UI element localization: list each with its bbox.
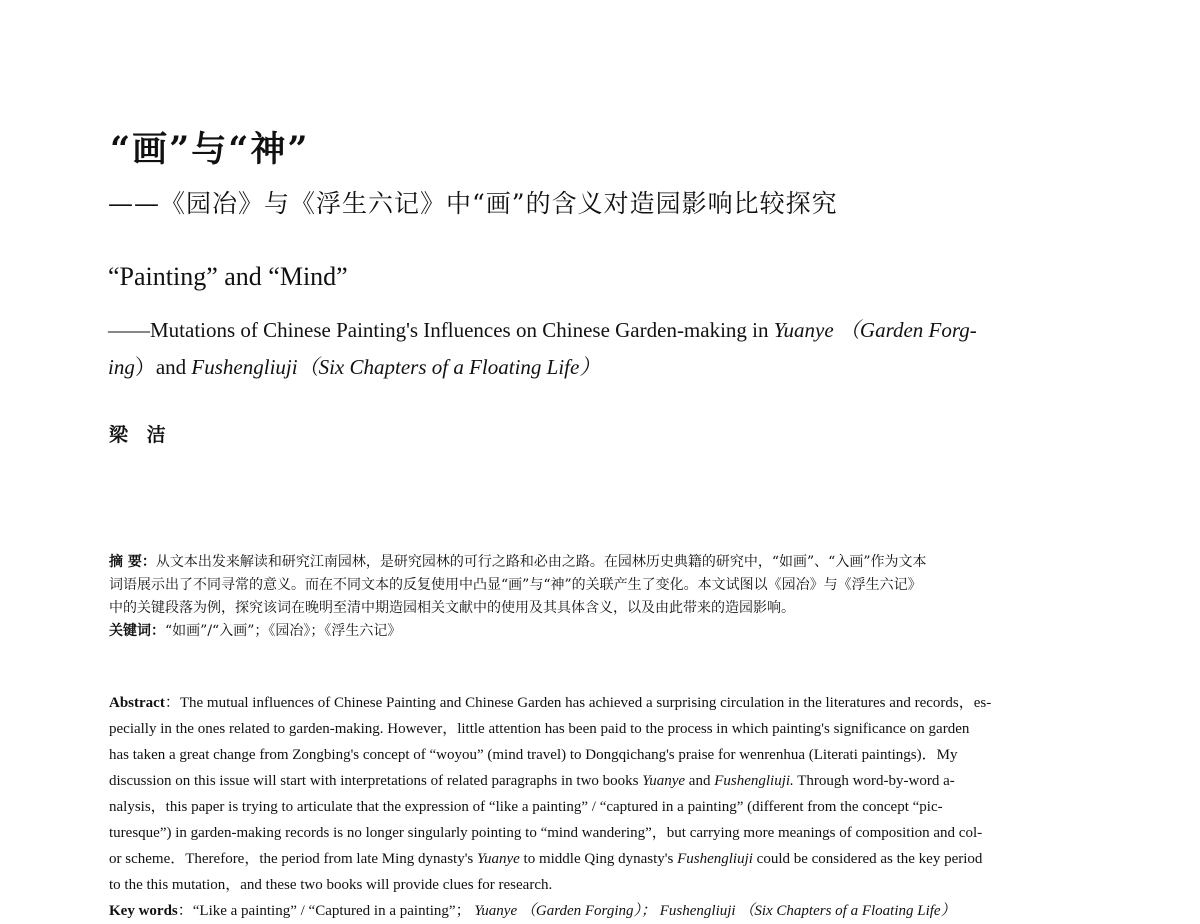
chinese-title: “画”与“神” (110, 129, 310, 170)
english-title: “Painting” and “Mind” (108, 262, 348, 291)
english-abstract-line: pecially in the ones related to garden-making. However，little attention has been paid to the process in which painting's significance on garden (109, 721, 970, 737)
english-abstract-line: turesque”) in garden-making records is no longer singularly pointing to “mind wandering”，but carrying more meanings of composition and col- (109, 825, 983, 841)
english-abstract-text: or scheme．Therefore，the period from late Ming dynasty's (109, 851, 478, 867)
english-abstract-text: discussion on this issue will start with interpretations of related paragraphs in two books (109, 773, 643, 789)
chinese-abstract-line (109, 551, 1089, 574)
english-subtitle-italic: Fushengliuji (191, 355, 298, 379)
english-abstract-line (109, 690, 1089, 716)
english-abstract-italic: Yuanye (477, 851, 520, 867)
chinese-abstract-label: 摘 要： (109, 554, 156, 570)
english-abstract-text: and (685, 773, 715, 789)
english-abstract-italic: Yuanye (642, 773, 686, 789)
english-abstract-text: could be considered as the key period (752, 851, 983, 867)
chinese-subtitle: ——《园冶》与《浮生六记》中“画”的含义对造园影响比较探究 (108, 189, 838, 218)
english-subtitle-line-2 (108, 351, 600, 381)
english-keywords-italic: Fushengliuji (659, 903, 736, 919)
english-abstract-italic: Fushengliuji (677, 851, 753, 867)
english-keywords (109, 898, 1089, 924)
english-abstract-label: Abstract (109, 695, 165, 711)
english-abstract-line (109, 768, 1089, 794)
english-abstract (109, 690, 1089, 924)
author-name: 梁 洁 (109, 424, 172, 446)
english-keywords-label: Key words (109, 903, 178, 919)
english-keywords-italic: Yuanye (474, 903, 518, 919)
english-subtitle-text: ——Mutations of Chinese Painting's Influences on Chinese Garden-making in (108, 318, 774, 342)
english-abstract-line (109, 846, 1089, 872)
english-keywords-italic: （Garden Forging）； (520, 903, 656, 919)
chinese-abstract-line: 词语展示出了不同寻常的意义。而在不同文本的反复使用中凸显“画”与“神”的关联产生了变化。本文试图以《园冶》与《浮生六记》 (109, 577, 922, 593)
english-abstract-line: to the this mutation，and these two books will provide clues for research. (109, 877, 553, 893)
english-abstract-italic: Fushengliuji. (714, 773, 794, 789)
english-abstract-text: Through word-by-word a- (793, 773, 955, 789)
english-keywords-text: ：“Like a painting” / “Captured in a painting”； (177, 903, 471, 919)
english-keywords-italic: （Six Chapters of a Floating Life） (739, 903, 956, 919)
english-subtitle-italic: （Garden Forg- (838, 318, 977, 342)
english-subtitle-italic: （Six Chapters of a Floating Life） (297, 355, 601, 379)
english-subtitle-line-1 (108, 314, 977, 344)
english-abstract-line: nalysis，this paper is trying to articulate that the expression of “like a painting” / “captured in a painting” (different from the concept “pic- (109, 799, 943, 815)
english-abstract-text: to middle Qing dynasty's (519, 851, 678, 867)
english-abstract-line: has taken a great change from Zongbing's concept of “woyou” (mind travel) to Dongqichang's praise for wenrenhua (Literati paintings)．My (109, 747, 958, 763)
chinese-keywords (109, 620, 1089, 643)
chinese-keywords-label: 关键词： (109, 623, 165, 639)
chinese-abstract-text: 从文本出发来解读和研究江南园林，是研究园林的可行之路和必由之路。在园林历史典籍的研究中，“如画”、“入画”作为文本 (155, 554, 927, 570)
english-subtitle-text: ）and (134, 355, 192, 379)
chinese-abstract (109, 551, 1089, 643)
english-subtitle-italic: ing (108, 355, 135, 379)
english-abstract-text: ：The mutual influences of Chinese Painting and Chinese Garden has achieved a surprising circulation in the literatures and records，es- (164, 695, 992, 711)
chinese-keywords-text: “如画”/“入画”；《园冶》；《浮生六记》 (165, 623, 402, 639)
chinese-abstract-line: 中的关键段落为例，探究该词在晚明至清中期造园相关文献中的使用及其具体含义，以及由此带来的造园影响。 (109, 600, 795, 616)
english-subtitle-italic: Yuanye (773, 318, 834, 342)
